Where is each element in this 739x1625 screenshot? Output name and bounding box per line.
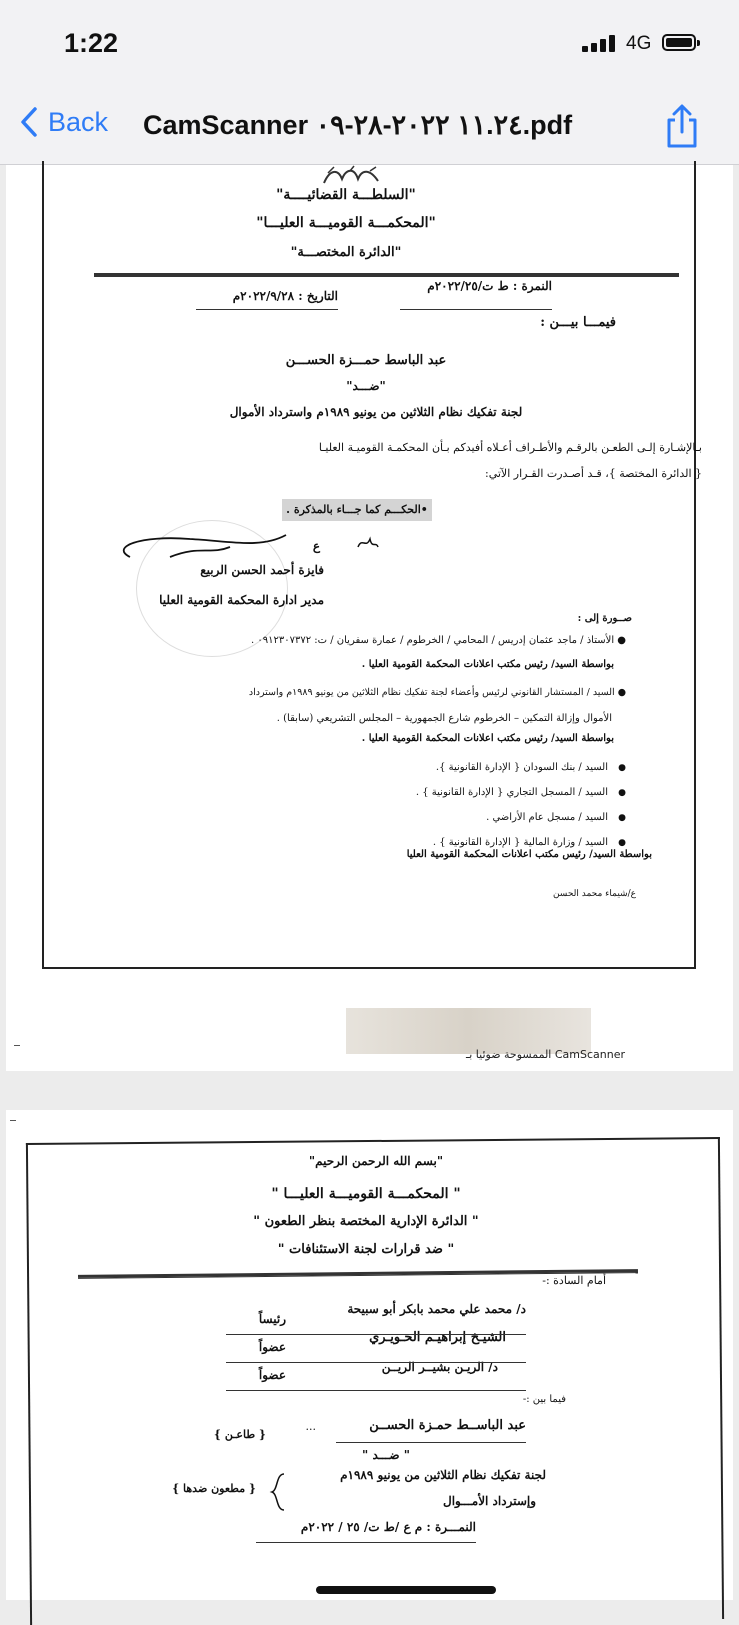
date-underline — [196, 309, 338, 310]
party-1-role: { طاعـن } — [213, 1428, 266, 1441]
header-line-3: "الدائرة المختصـــة" — [290, 245, 402, 260]
judge-3-role: عضواً — [258, 1368, 286, 1382]
judge-underline — [226, 1334, 526, 1335]
header-line-1: "السلطـــة القضائيــــة" — [276, 187, 416, 203]
copy-via-1: بواسطة السيد/ رئيس مكتب اعلانات المحكمة القومية العليا . — [361, 659, 614, 670]
sign-initial: ع — [312, 539, 320, 553]
copy-via-3: بواسطة السيد/ رئيس مكتب اعلانات المحكمة القومية العليا — [406, 849, 652, 860]
copy-item-1: ● الأستاذ / ماجد عثمان إدريس / المحامي / الخرطوم / عمارة سفريان / ت: ٠٩١٢٣٠٧٣٧٢ . — [251, 635, 626, 646]
signature-icon — [110, 527, 290, 567]
decision-text: •الحكـــم كما جـــاء بالمذكرة . — [282, 499, 432, 521]
document-title: CamScanner ١١.٢٤ ٢٠٢٢-٢٨-٠٩.pdf — [143, 110, 573, 140]
document-date: التاريخ : ٢٠٢٢/٩/٢٨م — [232, 289, 338, 303]
party-2-line-2: وإسترداد الأمـــوال — [442, 1494, 536, 1508]
recipient-list — [366, 759, 626, 852]
before-label: أمام السادة :- — [542, 1274, 606, 1287]
party-1: عبد الباســط حمـزة الحســن — [369, 1418, 526, 1433]
copy-item-2b: الأموال وإزالة التمكين – الخرطوم شارع الجمهورية – المجلس التشريعي (سابقا) . — [276, 713, 612, 724]
between-label: فيما بين :- — [522, 1394, 566, 1405]
copy-item-2a: ● السيد / المستشار القانوني لرئيس وأعضاء لجنة تفكيك نظام الثلاثين من يونيو ١٩٨٩م واسترداد — [248, 687, 626, 698]
home-indicator — [316, 1586, 496, 1594]
party-2-role: { مطعون ضدها } — [172, 1482, 256, 1495]
signer-title: مدير ادارة المحكمة القومية العليا — [159, 593, 324, 607]
judge-3-name: د/ الريـن بشيــر الريــن — [381, 1360, 498, 1374]
emblem-icon — [320, 165, 386, 187]
status-bar — [0, 0, 739, 90]
brace-icon — [268, 1472, 288, 1512]
number-underline — [400, 309, 552, 310]
judge-2-name: الشيـخ إبراهيـم الحـويـري — [369, 1330, 506, 1345]
header-line-1: " المحكمـــة القوميـــة العليـــا " — [271, 1186, 461, 1202]
status-time: 1:22 — [64, 28, 119, 58]
cellular-signal-icon — [582, 35, 620, 52]
typist-initials: ع/شيماء محمد الحسن — [552, 889, 636, 899]
body-line-2: { الدائرة المختصة }، قـد أصـدرت القـرار الآتي: — [485, 467, 702, 480]
page-border — [26, 1137, 724, 1625]
judge-1-role: رئيساً — [258, 1312, 286, 1326]
list-item: ● السيد / المسجل التجاري { الإدارة القانونية } . — [366, 784, 626, 802]
pdf-page-1 — [6, 165, 733, 1071]
pdf-page-2 — [6, 1110, 733, 1600]
share-icon[interactable] — [662, 102, 702, 150]
versus-label: " ضـــد " — [362, 1448, 410, 1462]
header-divider — [94, 273, 679, 277]
page-mark — [10, 1120, 16, 1121]
between-label: فيمـــا بيـــن : — [540, 315, 616, 330]
party-1: عبد الباسط حمـــزة الحســـن — [285, 353, 447, 368]
versus-label: "ضـــد" — [346, 379, 386, 393]
back-label: Back — [48, 106, 109, 137]
copies-label: صــورة إلى : — [577, 613, 632, 624]
back-button[interactable] — [20, 106, 108, 138]
copy-via-2: بواسطة السيد/ رئيس مكتب اعلانات المحكمة القومية العليا . — [361, 733, 614, 744]
camscanner-watermark: الممسوحة ضوئيا بـ CamScanner — [466, 1048, 625, 1061]
list-item: ● السيد / بنك السودان { الإدارة القانونية }. — [366, 759, 626, 777]
header-line-2: "المحكمـــة القوميـــة العليـــا" — [256, 215, 436, 231]
number-underline — [256, 1542, 476, 1543]
header-line-3: " ضد قرارات لجنة الاستئنافات " — [277, 1242, 455, 1257]
chevron-left-icon — [20, 106, 38, 138]
judge-1-name: د/ محمد علي محمد بابكر أبو سبيحة — [347, 1302, 526, 1316]
party-1-underline — [336, 1442, 526, 1443]
handwritten-mark-icon — [356, 535, 380, 551]
basmala: "بسم الله الرحمن الرحيم" — [308, 1154, 444, 1168]
judge-underline — [226, 1362, 526, 1363]
network-type: 4G — [626, 33, 652, 54]
header-line-2: " الدائرة الإدارية المختصة بنظر الطعون " — [253, 1214, 479, 1229]
list-item: ● السيد / وزارة المالية { الإدارة القانونية } . — [366, 834, 626, 852]
document-number: النمرة : ط ت/٢٠٢٢/٢٥م — [427, 279, 552, 293]
judge-underline — [226, 1390, 526, 1391]
judge-2-role: عضواً — [258, 1340, 286, 1354]
page-mark — [14, 1045, 20, 1046]
body-line-1: بـالإشـارة إلـى الطعـن بالرقـم والأطـراف أعـلاه أفيدكم بـأن المحكمـة القوميـة العليـا — [318, 441, 702, 454]
dots: ... — [305, 1420, 316, 1433]
party-2: لجنة تفكيك نظام الثلاثين من يونيو ١٩٨٩م واسترداد الأموال — [229, 405, 523, 419]
party-2-line-1: لجنة تفكيك نظام الثلاثين من يونيو ١٩٨٩م — [340, 1468, 546, 1482]
battery-icon — [662, 34, 696, 51]
list-item: ● السيد / مسجل عام الأراضي . — [366, 809, 626, 827]
signer-name: فايزة أحمد الحسن الربيع — [200, 563, 324, 577]
case-number: النمـــرة : م ع /ط ت/ ٢٥ / ٢٠٢٢م — [300, 1520, 476, 1534]
navigation-bar — [0, 90, 739, 165]
